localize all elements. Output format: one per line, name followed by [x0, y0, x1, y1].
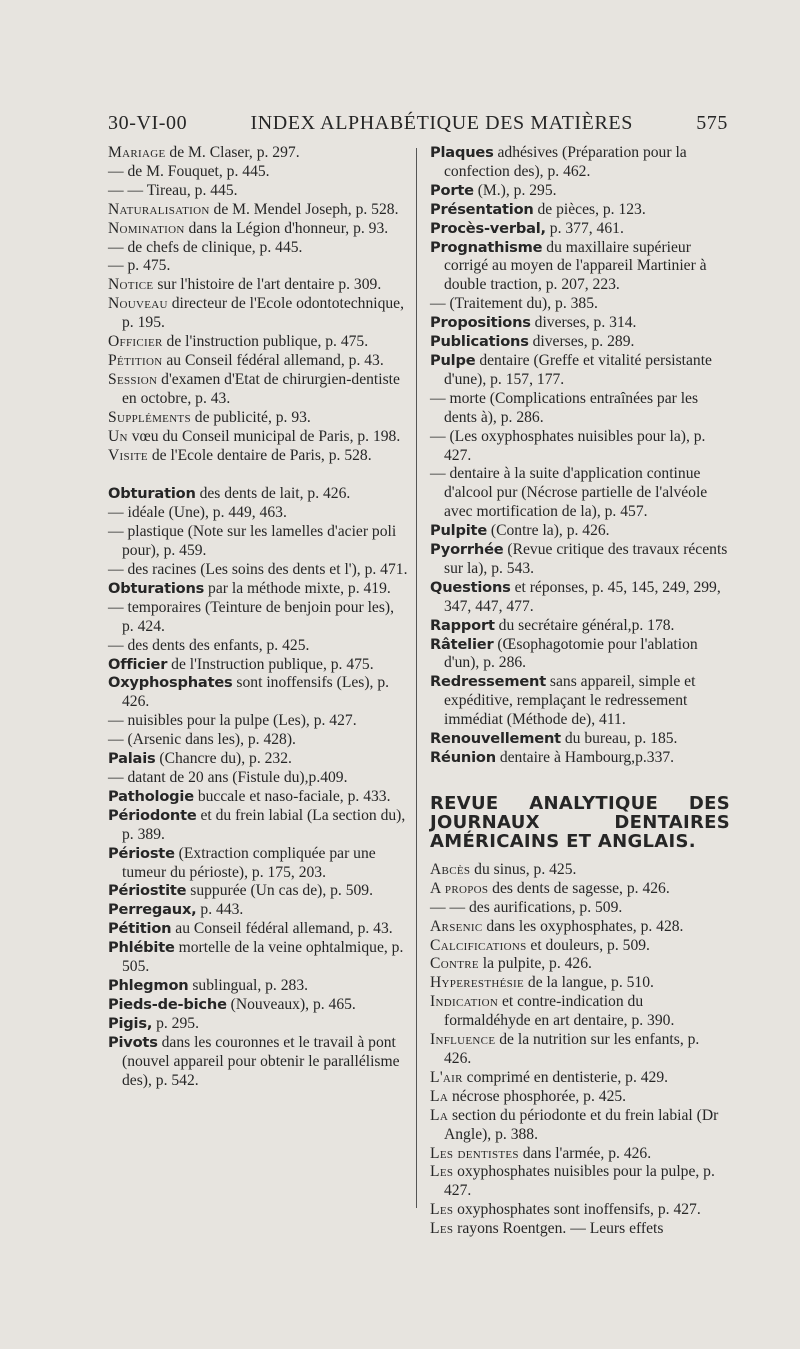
index-entry [108, 257, 408, 276]
index-entry [108, 239, 408, 258]
entry-term: Obturation [108, 485, 196, 503]
entry-text: p. 295. [152, 1014, 199, 1032]
entry-text: dentaire (Greffe et vitalité persistante d'une), p. 157, 177. [444, 351, 712, 388]
index-entry [108, 295, 408, 333]
entry-text: oxyphosphates sont inoffensifs, p. 427. [453, 1201, 701, 1219]
entry-term: Obturations [108, 579, 205, 597]
index-entry [108, 523, 408, 561]
index-entry [430, 1220, 730, 1239]
entry-text: de pièces, p. 123. [533, 200, 646, 218]
entry-text: rayons Roentgen. — Leurs effets [453, 1220, 664, 1238]
index-entry [108, 220, 408, 239]
index-entry [430, 955, 730, 974]
entry-text: et réponses, p. 45, 145, 249, 299, 347, 447, 477. [444, 578, 721, 615]
index-entry [430, 144, 730, 182]
index-entry [430, 1069, 730, 1088]
index-entry [430, 390, 730, 428]
entry-text: du maxillaire supérieur corrigé au moyen de l'appareil Martinier à double traction, p. 207, 223. [444, 238, 707, 294]
page-header [108, 112, 728, 135]
entry-term: Influence [430, 1031, 496, 1049]
index-entry [108, 845, 408, 883]
entry-term: Rapport [430, 616, 495, 634]
index-entry [430, 352, 730, 390]
entry-term: Pieds-de-biche [108, 995, 227, 1013]
index-entry [108, 920, 408, 939]
entry-text: — nuisibles pour la pulpe (Les), p. 427. [108, 712, 357, 730]
index-entry [108, 769, 408, 788]
entry-term: Procès-verbal, [430, 219, 546, 237]
entry-term: Pathologie [108, 787, 194, 805]
index-entry [108, 409, 408, 428]
entry-term: Renouvellement [430, 730, 561, 748]
entry-text: — (Arsenic dans les), p. 428). [108, 731, 296, 749]
entry-text: mortelle de la veine ophtalmique, p. 505. [122, 939, 404, 976]
index-entry [430, 220, 730, 239]
index-entry [430, 333, 730, 352]
index-entry [108, 712, 408, 731]
entry-text: (Œsophagotomie pour l'ablation d'un), p. 286. [444, 635, 698, 672]
entry-term: Phlegmon [108, 976, 189, 994]
index-entry [430, 899, 730, 918]
index-entry [108, 428, 408, 447]
entry-text: — idéale (Une), p. 449, 463. [108, 504, 287, 522]
index-entry [108, 599, 408, 637]
entry-term: Prognathisme [430, 238, 543, 256]
entry-text: — datant de 20 ans (Fistule du),p.409. [108, 769, 348, 786]
index-entry [108, 977, 408, 996]
index-entry [108, 163, 408, 182]
entry-term: Officier [108, 655, 168, 673]
entry-term: Calcifications [430, 936, 527, 954]
index-entry [108, 561, 408, 580]
entry-term: Nouveau [108, 295, 168, 313]
index-entry [108, 731, 408, 750]
entry-text: et douleurs, p. 509. [526, 936, 650, 954]
index-entry [108, 201, 408, 220]
entry-text: — de M. Fouquet, p. 445. [108, 162, 270, 180]
header-date: 30-VI-00 [108, 112, 188, 134]
entry-text: de l'Ecole dentaire de Paris, p. 528. [147, 446, 372, 464]
entry-term: Périodonte [108, 806, 197, 824]
index-entry [430, 182, 730, 201]
entry-text: de publicité, p. 93. [190, 408, 311, 426]
entry-term: Arsenic [430, 917, 483, 935]
entry-text: adhésives (Préparation pour la confection des), p. 462. [444, 144, 687, 180]
entry-term: Présentation [430, 200, 534, 218]
index-entry [108, 901, 408, 920]
index-entry [430, 1031, 730, 1069]
index-entry [430, 239, 730, 296]
entry-text: (Revue critique des travaux récents sur la), p. 543. [444, 541, 728, 577]
entry-term: Périostite [108, 882, 187, 900]
index-entry [108, 1034, 408, 1091]
index-entry [108, 485, 408, 504]
entry-text: diverses, p. 289. [528, 333, 635, 351]
index-entry [430, 730, 730, 749]
index-entry [430, 1145, 730, 1164]
index-entry [430, 579, 730, 617]
index-entry [108, 580, 408, 599]
index-entry [108, 182, 408, 201]
entry-term: Officier [108, 333, 163, 351]
index-entry [430, 201, 730, 220]
index-entry [430, 918, 730, 937]
entry-text: dans l'armée, p. 426. [518, 1144, 652, 1162]
entry-term: Périoste [108, 844, 175, 862]
column-divider [416, 148, 417, 1208]
entry-term: Hyperesthésie [430, 974, 524, 992]
left-column [108, 144, 408, 1090]
index-entry [430, 541, 730, 579]
entry-text: sont inoffensifs (Les), p. 426. [122, 674, 390, 711]
index-entry [430, 673, 730, 730]
entry-text: la pulpite, p. 426. [478, 955, 592, 973]
index-entry [430, 428, 730, 466]
entry-text: nécrose phosphorée, p. 425. [448, 1087, 627, 1105]
entry-term: La [430, 1087, 449, 1105]
entry-term: Pulpe [430, 351, 476, 369]
entry-text: p. 443. [196, 901, 244, 919]
entry-text: (Chancre du), p. 232. [155, 750, 292, 768]
entry-term: Un [108, 427, 128, 445]
entry-text: du sinus, p. 425. [470, 860, 577, 878]
entry-term: Pétition [108, 351, 163, 369]
entry-text: oxyphosphates nuisibles pour la pulpe, p. 427. [444, 1163, 715, 1200]
entry-term: Les [430, 1163, 454, 1181]
right-column [430, 144, 730, 1239]
index-entry [430, 880, 730, 899]
index-entry [108, 1015, 408, 1034]
index-entry [108, 750, 408, 769]
entry-text: des dents de sagesse, p. 426. [488, 879, 670, 897]
entry-term: Pulpite [430, 522, 488, 540]
entry-text: sans appareil, simple et expéditive, remplaçant le redressement immédiat (Méthode de), 411. [444, 673, 696, 729]
entry-term: Phlébite [108, 939, 175, 957]
index-entry [108, 504, 408, 523]
entry-text: — (Les oxyphosphates nuisibles pour la), p. 427. [430, 427, 706, 464]
entry-text: du secrétaire général,p. 178. [494, 616, 675, 634]
index-entry [108, 447, 408, 466]
index-entry [108, 144, 408, 163]
index-entry [430, 1107, 730, 1145]
entry-text: et contre-indication du formaldéhyde en art dentaire, p. 390. [444, 993, 675, 1030]
entry-text: — — des aurifications, p. 509. [430, 898, 623, 916]
entry-text: des dents de lait, p. 426. [195, 485, 351, 503]
entry-term: Pétition [108, 920, 172, 938]
entry-term: Pigis, [108, 1014, 153, 1032]
entry-term: Pivots [108, 1033, 158, 1051]
entry-term: Redressement [430, 673, 547, 691]
entry-text: — des racines (Les soins des dents et l'), p. 471. [108, 561, 408, 579]
index-entry [108, 939, 408, 977]
entry-text: (Extraction compliquée par une tumeur du périoste), p. 175, 203. [122, 844, 376, 881]
index-entry [430, 636, 730, 674]
entry-text: dans les oxyphosphates, p. 428. [482, 917, 684, 935]
entry-term: Visite [108, 446, 148, 464]
entry-term: L'air [430, 1068, 463, 1086]
index-entry [430, 522, 730, 541]
entry-text: — de chefs de clinique, p. 445. [108, 238, 303, 256]
index-entry [108, 674, 408, 712]
entry-text: (M.), p. 295. [473, 181, 557, 199]
index-entry [430, 1163, 730, 1201]
entry-text: de M. Claser, p. 297. [165, 144, 300, 161]
index-entry [108, 333, 408, 352]
section-title: REVUE ANALYTIQUE DES JOURNAUX DENTAIRES AMÉRICAINS ET ANGLAIS. [430, 792, 730, 852]
index-entry [430, 295, 730, 314]
entry-term: Réunion [430, 749, 496, 766]
entry-text: — temporaires (Teinture de benjoin pour les), p. 424. [108, 598, 395, 635]
index-entry [430, 749, 730, 768]
index-entry [430, 465, 730, 522]
entry-text: vœu du Conseil municipal de Paris, p. 198. [127, 427, 401, 445]
index-entry [108, 656, 408, 675]
index-entry [430, 617, 730, 636]
entry-text: dentaire à Hambourg,p.337. [495, 749, 675, 766]
entry-term: Publications [430, 333, 529, 351]
entry-text: par la méthode mixte, p. 419. [204, 579, 391, 597]
entry-term: Contre [430, 955, 479, 973]
entry-text: (Contre la), p. 426. [487, 522, 610, 540]
index-entry [108, 807, 408, 845]
index-entry [108, 276, 408, 295]
right-entries [430, 144, 730, 768]
entry-text: diverses, p. 314. [530, 314, 637, 332]
entry-term: Nomination [108, 219, 185, 237]
entry-text: de la langue, p. 510. [524, 974, 654, 992]
entry-term: Perregaux, [108, 901, 197, 919]
entry-term: Porte [430, 181, 474, 199]
entry-term: Les [430, 1220, 454, 1238]
index-entry [430, 861, 730, 880]
index-entry [108, 637, 408, 656]
entry-text: d'examen d'Etat de chirurgien-dentiste en octobre, p. 43. [122, 370, 400, 407]
entry-text: et du frein labial (La section du), p. 389. [122, 806, 406, 843]
entry-term: Palais [108, 750, 156, 768]
entry-term: Abcès [430, 860, 471, 878]
entry-term: Suppléments [108, 408, 191, 426]
entry-text: — plastique (Note sur les lamelles d'acier poli pour), p. 459. [108, 523, 397, 560]
entry-text: sublingual, p. 283. [188, 976, 309, 994]
entry-term: Naturalisation [108, 200, 210, 218]
entry-text: p. 377, 461. [545, 219, 624, 237]
index-entry [430, 314, 730, 333]
entry-term: Les [430, 1201, 454, 1219]
entry-text: de M. Mendel Joseph, p. 528. [209, 200, 399, 218]
section-entries [430, 861, 730, 1239]
entry-text: au Conseil fédéral allemand, p. 43. [162, 351, 384, 369]
entry-term: Plaques [430, 144, 494, 161]
entry-text: (Nouveaux), p. 465. [226, 995, 356, 1013]
entry-text: dans la Légion d'honneur, p. 93. [184, 219, 389, 237]
entry-text: de la nutrition sur les enfants, p. 426. [444, 1031, 700, 1067]
entry-text: du bureau, p. 185. [560, 730, 678, 748]
entry-term: Les dentistes [430, 1144, 519, 1162]
index-entry [108, 352, 408, 371]
entry-text: de l'instruction publique, p. 475. [162, 333, 369, 351]
entry-text: de l'Instruction publique, p. 475. [167, 655, 374, 673]
entry-text: buccale et naso-faciale, p. 433. [193, 787, 391, 805]
entry-term: A propos [430, 879, 489, 897]
entry-text: au Conseil fédéral allemand, p. 43. [171, 920, 393, 938]
entry-term: Session [108, 370, 158, 388]
entry-text: suppurée (Un cas de), p. 509. [186, 882, 373, 900]
index-entry [430, 974, 730, 993]
index-entry [430, 1201, 730, 1220]
entry-text: — (Traitement du), p. 385. [430, 295, 598, 313]
entry-term: Oxyphosphates [108, 674, 233, 692]
entry-text: — dentaire à la suite d'application continue d'alcool pur (Nécrose partielle de l'alvéole avec mortification de la), p. 457. [430, 465, 708, 521]
entry-term: Râtelier [430, 635, 494, 653]
entry-text: section du périodonte et du frein labial (Dr Angle), p. 388. [444, 1106, 719, 1143]
page-number: 575 [696, 112, 728, 134]
index-entry [108, 882, 408, 901]
entry-term: Mariage [108, 144, 166, 161]
entry-text: — — Tireau, p. 445. [108, 181, 238, 199]
entry-term: La [430, 1106, 449, 1124]
entry-text: directeur de l'Ecole odontotechnique, p. 195. [122, 295, 405, 332]
index-entry [108, 371, 408, 409]
entry-text: — p. 475. [108, 257, 171, 275]
index-entry [108, 788, 408, 807]
index-entry [430, 937, 730, 956]
index-entry [430, 1088, 730, 1107]
entry-term: Indication [430, 993, 499, 1011]
entry-term: Pyorrhée [430, 541, 504, 559]
entry-term: Notice [108, 276, 154, 294]
index-entry [108, 996, 408, 1015]
entry-text: comprimé en dentisterie, p. 429. [462, 1068, 669, 1086]
index-entry [430, 993, 730, 1031]
entry-text: dans les couronnes et le travail à pont (nouvel appareil pour obtenir le parallélisme des), p. 542. [122, 1033, 400, 1089]
entry-text: — morte (Complications entraînées par les dents à), p. 286. [430, 389, 699, 426]
header-title: INDEX ALPHABÉTIQUE DES MATIÈRES [250, 112, 633, 134]
entry-term: Propositions [430, 314, 531, 332]
entry-text: sur l'histoire de l'art dentaire p. 309. [153, 276, 382, 294]
entry-text: — des dents des enfants, p. 425. [108, 636, 310, 654]
entry-term: Questions [430, 578, 511, 596]
